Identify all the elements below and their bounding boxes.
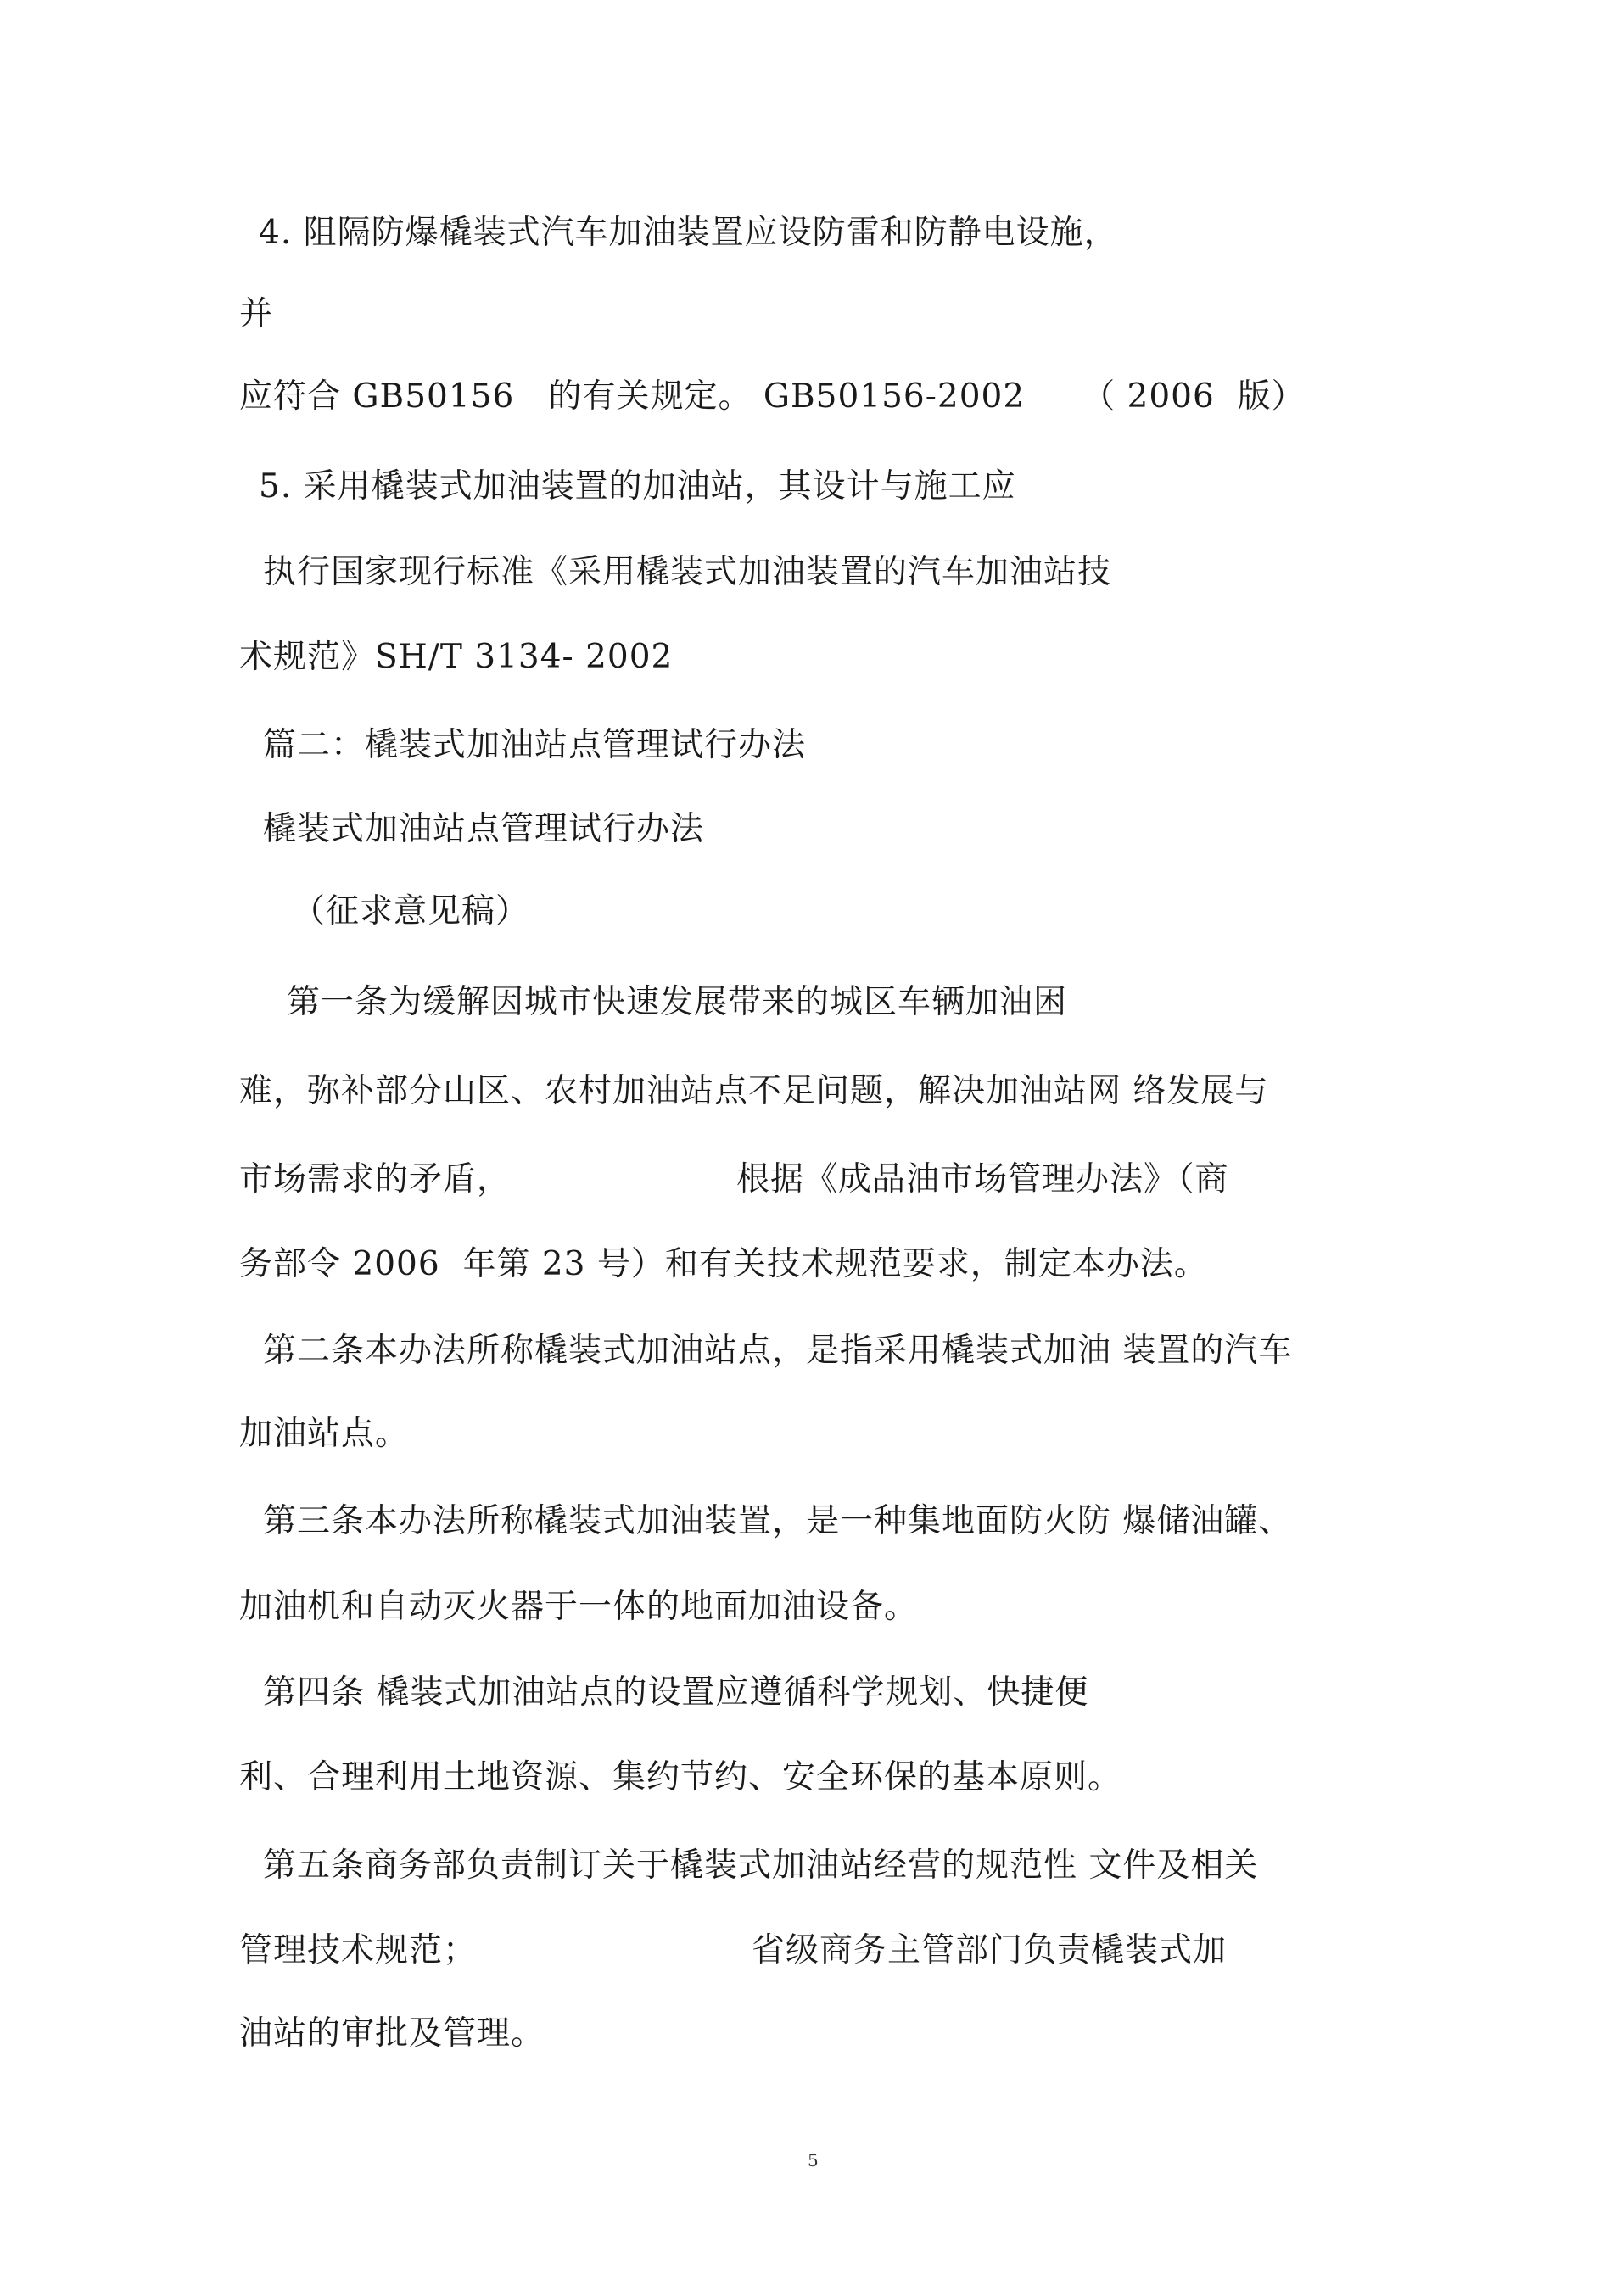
page-number: 5 bbox=[808, 2150, 819, 2170]
article-1-line-3a: 市场需求的矛盾， bbox=[239, 1160, 512, 1198]
article-2-line-1: 第二条本办法所称橇装式加油站点，是指采用橇装式加油 装置的汽车 bbox=[263, 1332, 1293, 1370]
article-1-line-1: 第一条为缓解因城市快速发展带来的城区车辆加油困 bbox=[287, 983, 1068, 1021]
article-4-line-1: 第四条 橇装式加油站点的设置应遵循科学规划、快捷便 bbox=[263, 1673, 1089, 1712]
article-2-line-2: 加油站点。 bbox=[239, 1415, 410, 1453]
article-5-line-2b: 省级商务主管部门负责橇装式加 bbox=[752, 1931, 1228, 1969]
document-title: 橇装式加油站点管理试行办法 bbox=[263, 810, 705, 848]
article-1-line-4: 务部令 2006 年第 23 号）和有关技术规范要求，制定本办法。 bbox=[239, 1245, 1208, 1283]
document-subtitle: （征求意见稿） bbox=[292, 892, 530, 930]
article-3-line-2: 加油机和自动灭火器于一体的地面加油设备。 bbox=[239, 1588, 919, 1626]
text-line-item-5: 5. 采用橇装式加油装置的加油站，其设计与施工应 bbox=[259, 467, 1016, 506]
article-4-line-2: 利、合理利用土地资源、集约节约、安全环保的基本原则。 bbox=[239, 1758, 1122, 1796]
article-1-line-3b: 根据《成品油市场管理办法》（商 bbox=[736, 1160, 1229, 1198]
article-1-line-2: 难，弥补部分山区、农村加油站点不足问题，解决加油站网 络发展与 bbox=[239, 1072, 1269, 1110]
section-heading: 篇二：橇装式加油站点管理试行办法 bbox=[263, 726, 807, 764]
text-line-gb50156: 应符合 GB50156 的有关规定。 GB50156-2002 （ 2006 版） bbox=[239, 377, 1306, 416]
text-line-sht3134: 术规范》SH/T 3134- 2002 bbox=[239, 638, 674, 676]
article-5-line-1: 第五条商务部负责制订关于橇装式加油站经营的规范性 文件及相关 bbox=[263, 1846, 1259, 1885]
article-5-line-3: 油站的审批及管理。 bbox=[239, 2014, 545, 2053]
text-line-standard: 执行国家现行标准《采用橇装式加油装置的汽车加油站技 bbox=[263, 553, 1112, 591]
article-3-line-1: 第三条本办法所称橇装式加油装置，是一种集地面防火防 爆储油罐、 bbox=[263, 1502, 1293, 1540]
text-line-item-4: 4. 阻隔防爆橇装式汽车加油装置应设防雷和防静电设施， bbox=[259, 214, 1118, 252]
article-5-line-2a: 管理技术规范； bbox=[239, 1931, 478, 1969]
text-line-item-4-wrap: 并 bbox=[239, 295, 274, 333]
